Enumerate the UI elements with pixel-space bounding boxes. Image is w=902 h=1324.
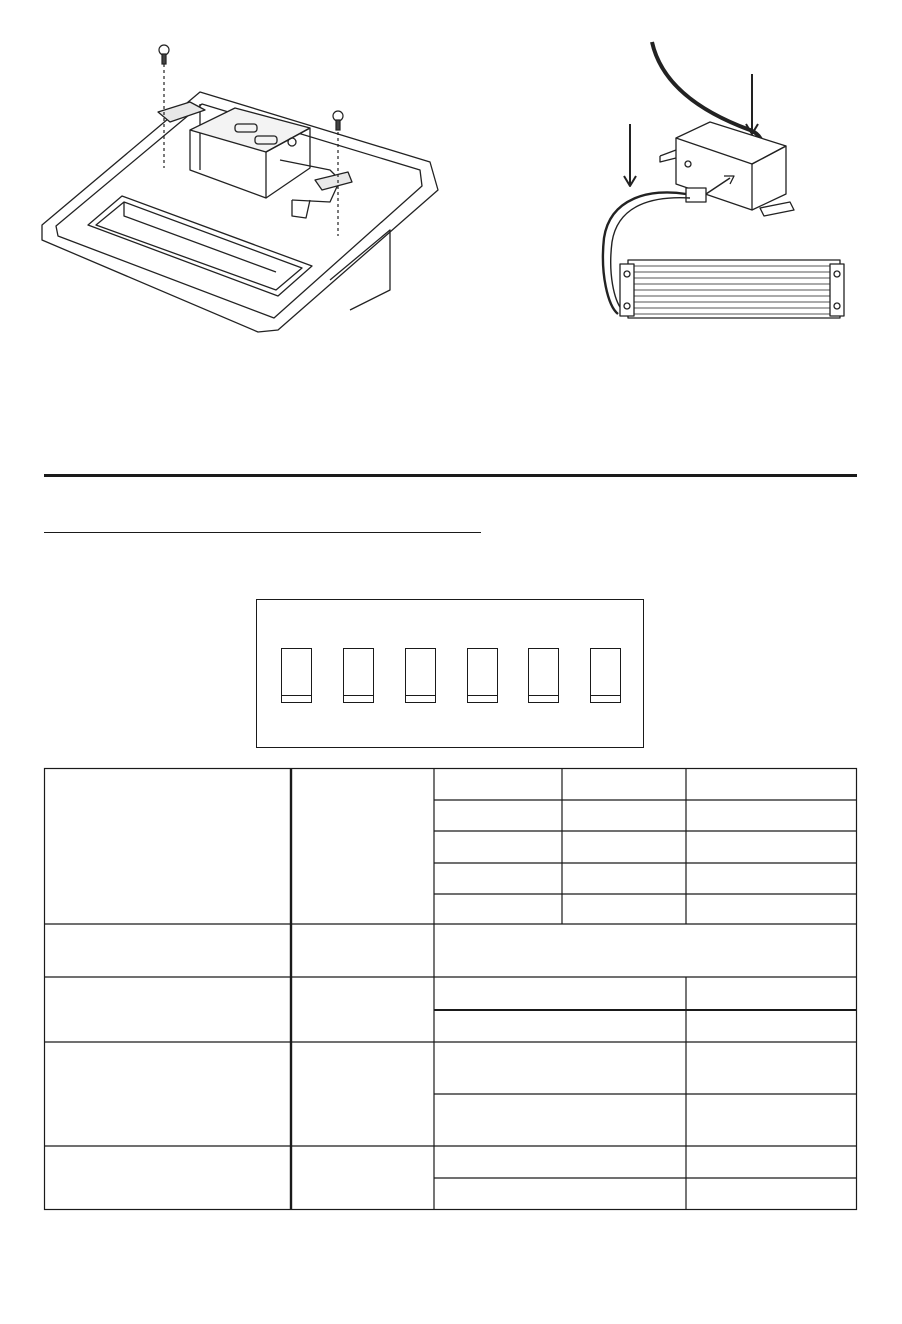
dip-switch-5[interactable] xyxy=(528,648,559,703)
section-divider xyxy=(44,474,857,477)
damper-mounting-illustration xyxy=(30,40,450,340)
dip-switch-1[interactable] xyxy=(281,648,312,703)
damper-wiring-illustration xyxy=(590,38,860,328)
dip-switch-3[interactable] xyxy=(405,648,436,703)
dip-switch-4[interactable] xyxy=(467,648,498,703)
dip-switch-panel xyxy=(256,599,644,748)
dip-switch-6[interactable] xyxy=(590,648,621,703)
table-border xyxy=(45,769,857,1210)
heading-underline xyxy=(44,532,481,533)
dip-switch-2[interactable] xyxy=(343,648,374,703)
